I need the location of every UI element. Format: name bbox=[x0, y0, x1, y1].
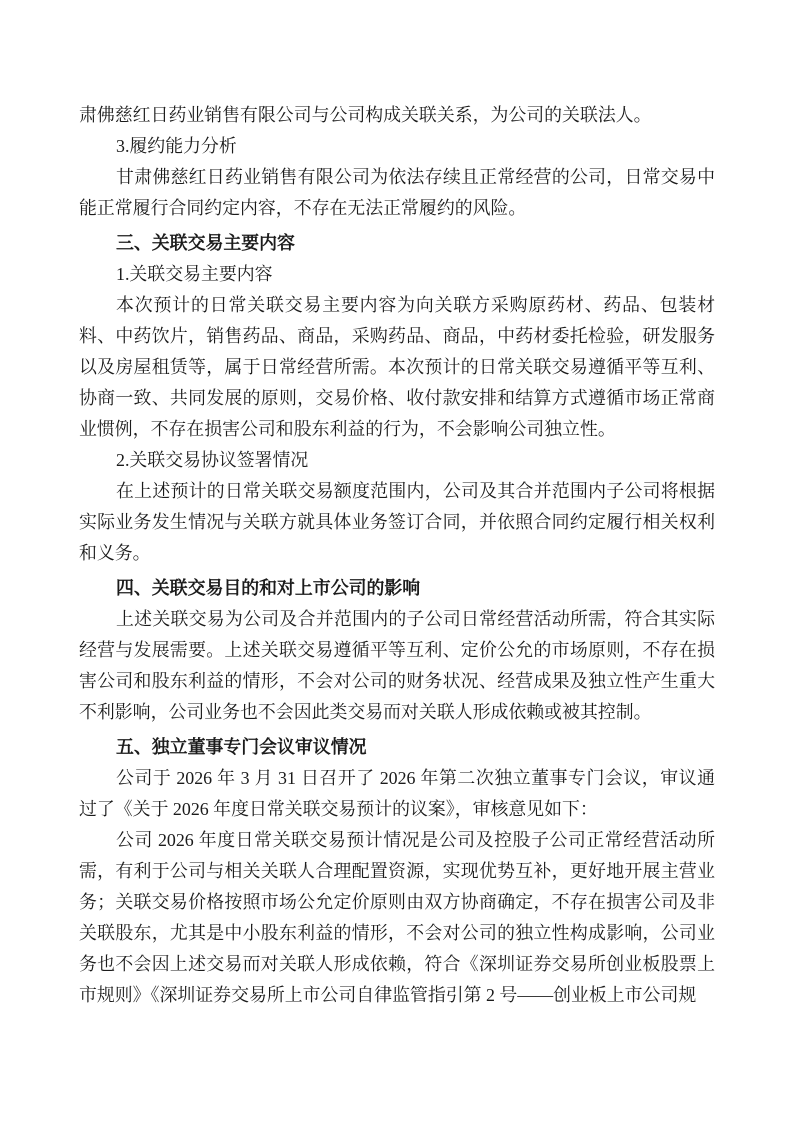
section-heading-4-purpose-impact: 四、关联交易目的和对上市公司的影响 bbox=[116, 578, 421, 598]
section-heading-3-main-content: 三、关联交易主要内容 bbox=[116, 233, 295, 253]
paragraph-continuation: 肃佛慈红日药业销售有限公司与公司构成关联关系，为公司的关联法人。 bbox=[79, 105, 652, 125]
paragraph-review-opinion: 公司 2026 年度日常关联交易预计情况是公司及控股子公司正常经营活动所需，有利于公司与相关关联人合理配置资源，实现优势互补，更好地开展主营业务；关联交易价格按照市场公允定价原则由双方协商确定，不存在损害公司及非关联股东，尤其是中小股东利益的情形，不会对公司的独立性构成影响，公司业务也不会因上述交易而对关联人形成依赖，符合《深圳证券交易所创业板股票上市规则》《深圳证券交易所上市公司自律监管指引第 2 号——创业板上市公司规 bbox=[79, 830, 715, 1005]
section-heading-5-independent-directors-meeting: 五、独立董事专门会议审议情况 bbox=[116, 737, 367, 757]
paragraph-transaction-content: 本次预计的日常关联交易主要内容为向关联方采购原药材、药品、包装材料、中药饮片，销售药品、商品，采购药品、商品，中药材委托检验，研发服务以及房屋租赁等，属于日常经营所需。本次预计的日常关联交易遵循平等互利、协商一致、共同发展的原则，交易价格、收付款安排和结算方式遵循市场正常商业惯例，不存在损害公司和股东利益的行为，不会影响公司独立性。 bbox=[79, 295, 715, 439]
paragraph-purpose-impact: 上述关联交易为公司及合并范围内的子公司日常经营活动所需，符合其实际经营与发展需要。上述关联交易遵循平等互利、定价公允的市场原则，不存在损害公司和股东利益的情形，不会对公司的财务状况、经营成果及独立性产生重大不利影响，公司业务也不会因此类交易而对关联人形成依赖或被其控制。 bbox=[79, 609, 715, 722]
document-body bbox=[79, 100, 715, 1011]
numbered-item-2-agreement-signing: 2.关联交易协议签署情况 bbox=[116, 450, 309, 470]
numbered-item-3-performance-analysis: 3.履约能力分析 bbox=[116, 136, 237, 156]
paragraph-meeting-held: 公司于 2026 年 3 月 31 日召开了 2026 年第二次独立董事专门会议，审议通过了《关于 2026 年度日常关联交易预计的议案》，审核意见如下： bbox=[79, 768, 715, 819]
paragraph-performance-analysis: 甘肃佛慈红日药业销售有限公司为依法存续且正常经营的公司，日常交易中能正常履行合同约定内容，不存在无法正常履约的风险。 bbox=[79, 167, 715, 218]
paragraph-agreement-signing: 在上述预计的日常关联交易额度范围内，公司及其合并范围内子公司将根据实际业务发生情况与关联方就具体业务签订合同，并依照合同约定履行相关权利和义务。 bbox=[79, 481, 715, 563]
numbered-item-1-main-content: 1.关联交易主要内容 bbox=[116, 264, 273, 284]
